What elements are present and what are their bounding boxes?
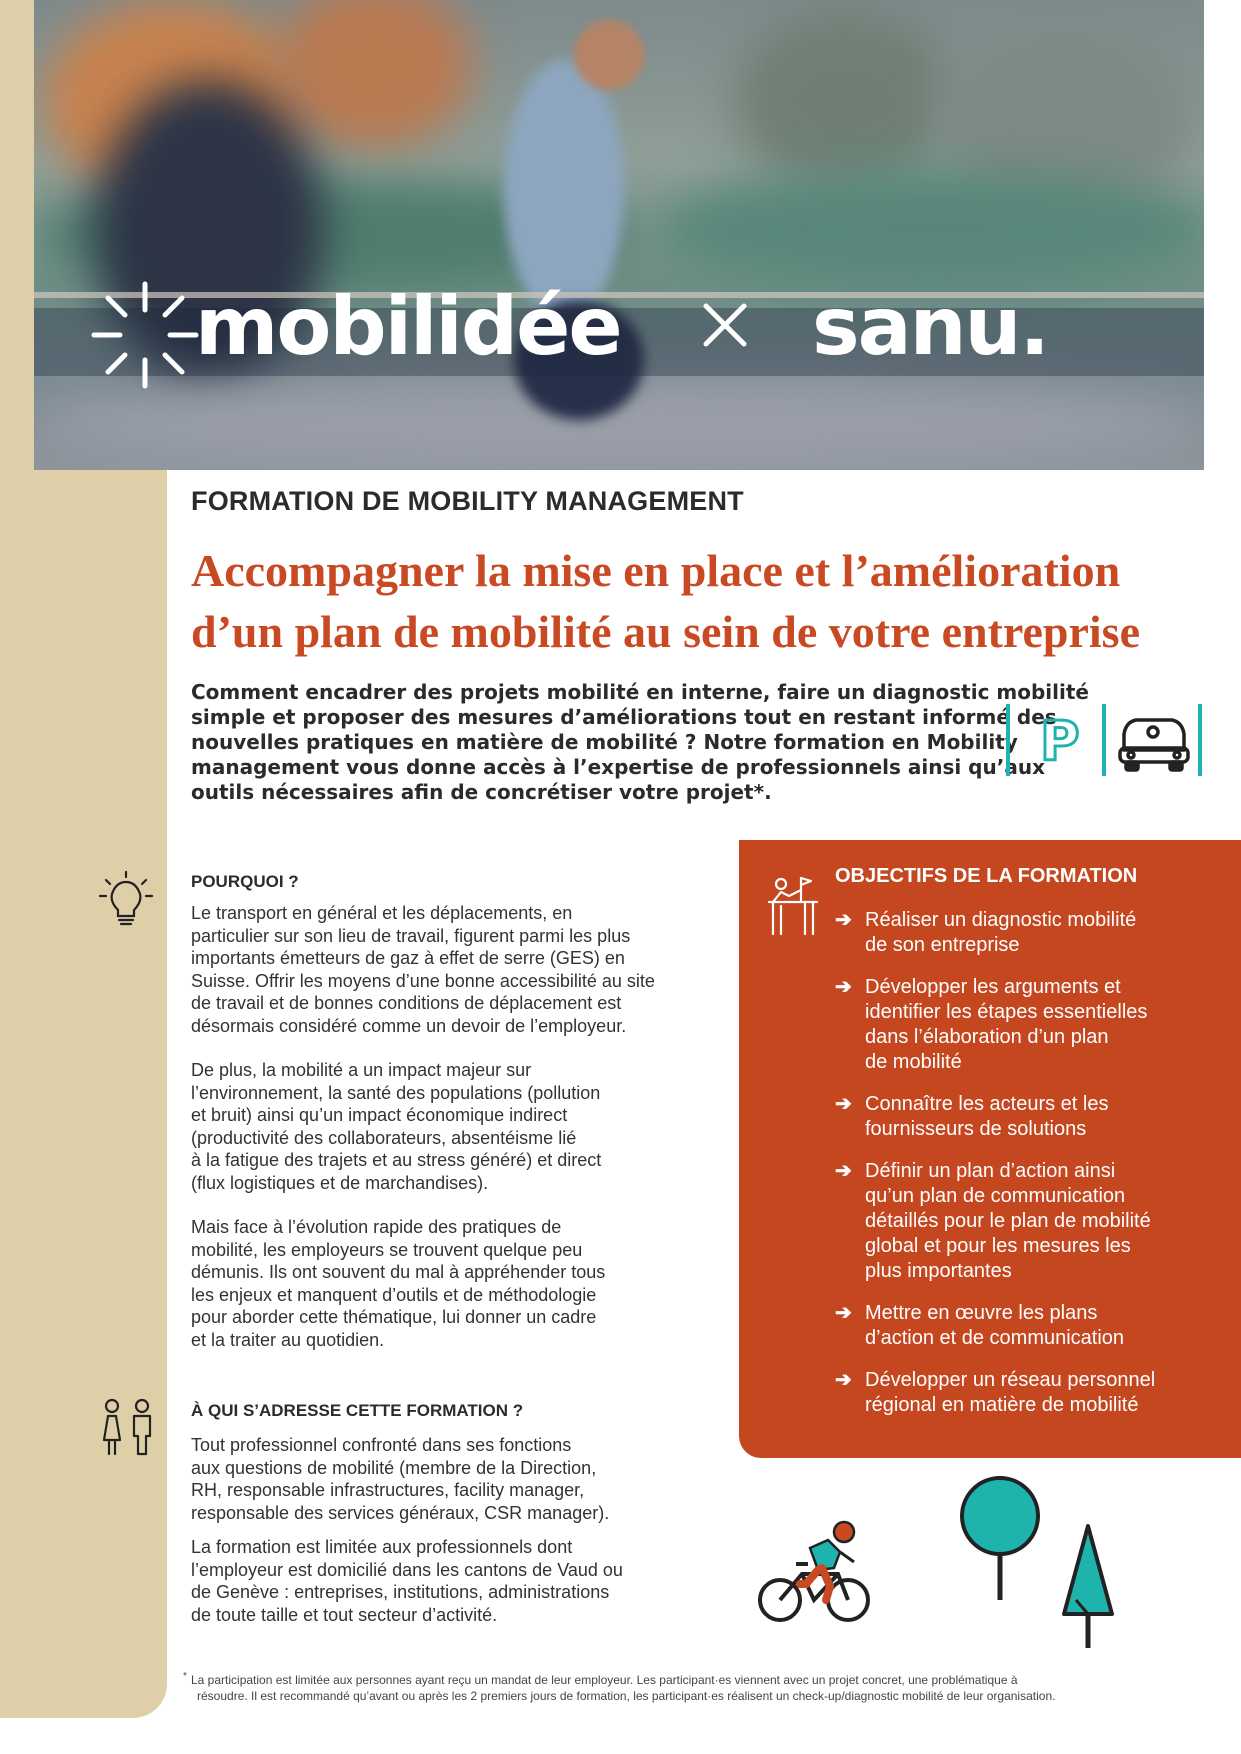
transport-pictograms xyxy=(1002,700,1212,780)
body-line: mobilité, les employeurs se trouvent quelque peu xyxy=(191,1239,583,1260)
round-tree-icon xyxy=(955,1474,1045,1602)
body-line: et la traiter au quotidien. xyxy=(191,1329,385,1350)
body-line: et bruit) ainsi qu’un impact économique indirect xyxy=(191,1105,568,1125)
body-line: de toute taille et tout secteur d’activité. xyxy=(191,1604,498,1625)
body-line: l’environnement, la santé des populations (pollution xyxy=(191,1082,601,1103)
sunburst-logo-icon xyxy=(90,280,200,390)
body-line: de travail et de bonnes conditions de déplacement est xyxy=(191,993,622,1013)
objectives-list xyxy=(835,908,1235,1435)
body-line: de Genève : entreprises, institutions, administrations xyxy=(191,1582,610,1602)
podium-flag-icon xyxy=(767,876,819,938)
footnote xyxy=(183,1671,1203,1704)
body-line: aux questions de mobilité (membre de la Direction, xyxy=(191,1457,597,1478)
body-line: l’employeur est domicilié dans les cantons de Vaud ou xyxy=(191,1559,623,1580)
objective-item: ➔ Développer les arguments et identifier les étapes essentielles dans l’élaboration d’un plan de mobilité xyxy=(835,976,1148,1073)
parking-icon xyxy=(1040,710,1080,773)
section-title-why: POURQUOI ? xyxy=(191,872,299,891)
intro-line: management vous donne accès à l’expertise de professionnels ainsi qu’aux xyxy=(191,755,1045,779)
arrow-right-icon: ➔ xyxy=(835,909,852,931)
body-line: les enjeux et manquent d’outils et de méthodologie xyxy=(191,1284,597,1305)
section-body-why xyxy=(191,902,711,1351)
body-line: Suisse. Offrir les moyens d’une bonne accessibilité au site xyxy=(191,970,655,991)
objectives-box xyxy=(739,840,1241,1458)
body-line: désormais considéré comme un devoir de l’employeur. xyxy=(191,1015,627,1036)
body-line: particulier sur son lieu de travail, figurent parmi les plus xyxy=(191,925,631,946)
arrow-right-icon: ➔ xyxy=(835,1093,852,1115)
svg-text:P: P xyxy=(1040,710,1080,773)
body-line: Tout professionnel confronté dans ses fonctions xyxy=(191,1435,572,1455)
body-line: pour aborder cette thématique, lui donner un cadre xyxy=(191,1307,597,1327)
section-title-audience: À QUI S’ADRESSE CETTE FORMATION ? xyxy=(191,1401,524,1420)
arrow-right-icon: ➔ xyxy=(835,1302,852,1324)
body-line: démunis. Ils ont souvent du mal à appréhender tous xyxy=(191,1262,606,1282)
intro-line: nouvelles pratiques en matière de mobilité ? Notre formation en Mobility xyxy=(191,730,1018,754)
title-line: Accompagner la mise en place et l’amélioration xyxy=(191,545,1121,596)
body-line: responsable des services généraux, CSR manager). xyxy=(191,1502,610,1523)
section-body-audience xyxy=(191,1434,711,1626)
car-icon xyxy=(1120,720,1188,770)
arrow-right-icon: ➔ xyxy=(835,1160,852,1182)
body-line: De plus, la mobilité a un impact majeur sur xyxy=(191,1060,532,1080)
brand-mobilidee: mobilidée xyxy=(195,280,621,373)
page-title xyxy=(191,540,1201,662)
intro-line: outils nécessaires afin de concrétiser votre projet*. xyxy=(191,780,772,804)
body-line: importants émetteurs de gaz à effet de serre (GES) en xyxy=(191,948,625,968)
body-line: (flux logistiques et de marchandises). xyxy=(191,1172,489,1193)
body-line: RH, responsable infrastructures, facility manager, xyxy=(191,1480,585,1500)
intro-line: Comment encadrer des projets mobilité en interne, faire un diagnostic mobilité xyxy=(191,680,1089,704)
cyclist-icon xyxy=(756,1518,874,1628)
people-icon xyxy=(96,1398,158,1456)
lightbulb-icon xyxy=(98,870,154,930)
hero-photo xyxy=(34,0,1204,470)
footnote-line: La participation est limitée aux personnes ayant reçu un mandat de leur employeur. Les participant·es viennent avec un projet concret, une problématique à xyxy=(191,1673,1018,1687)
body-line: (productivité des collaborateurs, absentéisme lié xyxy=(191,1127,577,1148)
body-line: à la fatigue des trajets et au stress généré) et direct xyxy=(191,1150,602,1170)
cross-icon xyxy=(702,302,748,348)
body-line: Mais face à l’évolution rapide des pratiques de xyxy=(191,1217,562,1237)
arrow-right-icon: ➔ xyxy=(835,1369,852,1391)
intro-paragraph xyxy=(191,680,1089,805)
body-line: La formation est limitée aux professionnels dont xyxy=(191,1537,573,1557)
brand-sanu: sanu. xyxy=(812,280,1048,373)
intro-line: simple et proposer des mesures d’améliorations tout en restant informé des xyxy=(191,705,1057,729)
body-line: Le transport en général et les déplacements, en xyxy=(191,903,573,923)
title-line: d’un plan de mobilité au sein de votre entreprise xyxy=(191,606,1140,657)
arrow-right-icon: ➔ xyxy=(835,976,852,998)
objective-item: ➔ Développer un réseau personnel régional en matière de mobilité xyxy=(835,1369,1156,1416)
objective-item: ➔ Réaliser un diagnostic mobilité de son entreprise xyxy=(835,909,1137,956)
footnote-line: résoudre. Il est recommandé qu’avant ou après les 2 premiers jours de formation, les participant·es réalisent un check-up/diagnostic mobilité de leur organisation. xyxy=(197,1689,1056,1703)
objective-item: ➔ Mettre en œuvre les plans d’action et de communication xyxy=(835,1302,1125,1349)
objective-item: ➔ Connaître les acteurs et les fournisseurs de solutions xyxy=(835,1093,1109,1140)
document-kicker: FORMATION DE MOBILITY MANAGEMENT xyxy=(191,486,744,516)
footnote-marker: * xyxy=(183,1671,187,1682)
objectives-title: OBJECTIFS DE LA FORMATION xyxy=(835,865,1138,887)
objective-item: ➔ Définir un plan d’action ainsi qu’un plan de communication détaillés pour le plan de mobilité global et pour les mesures les plus importantes xyxy=(835,1160,1151,1282)
triangle-tree-icon xyxy=(1058,1520,1118,1650)
